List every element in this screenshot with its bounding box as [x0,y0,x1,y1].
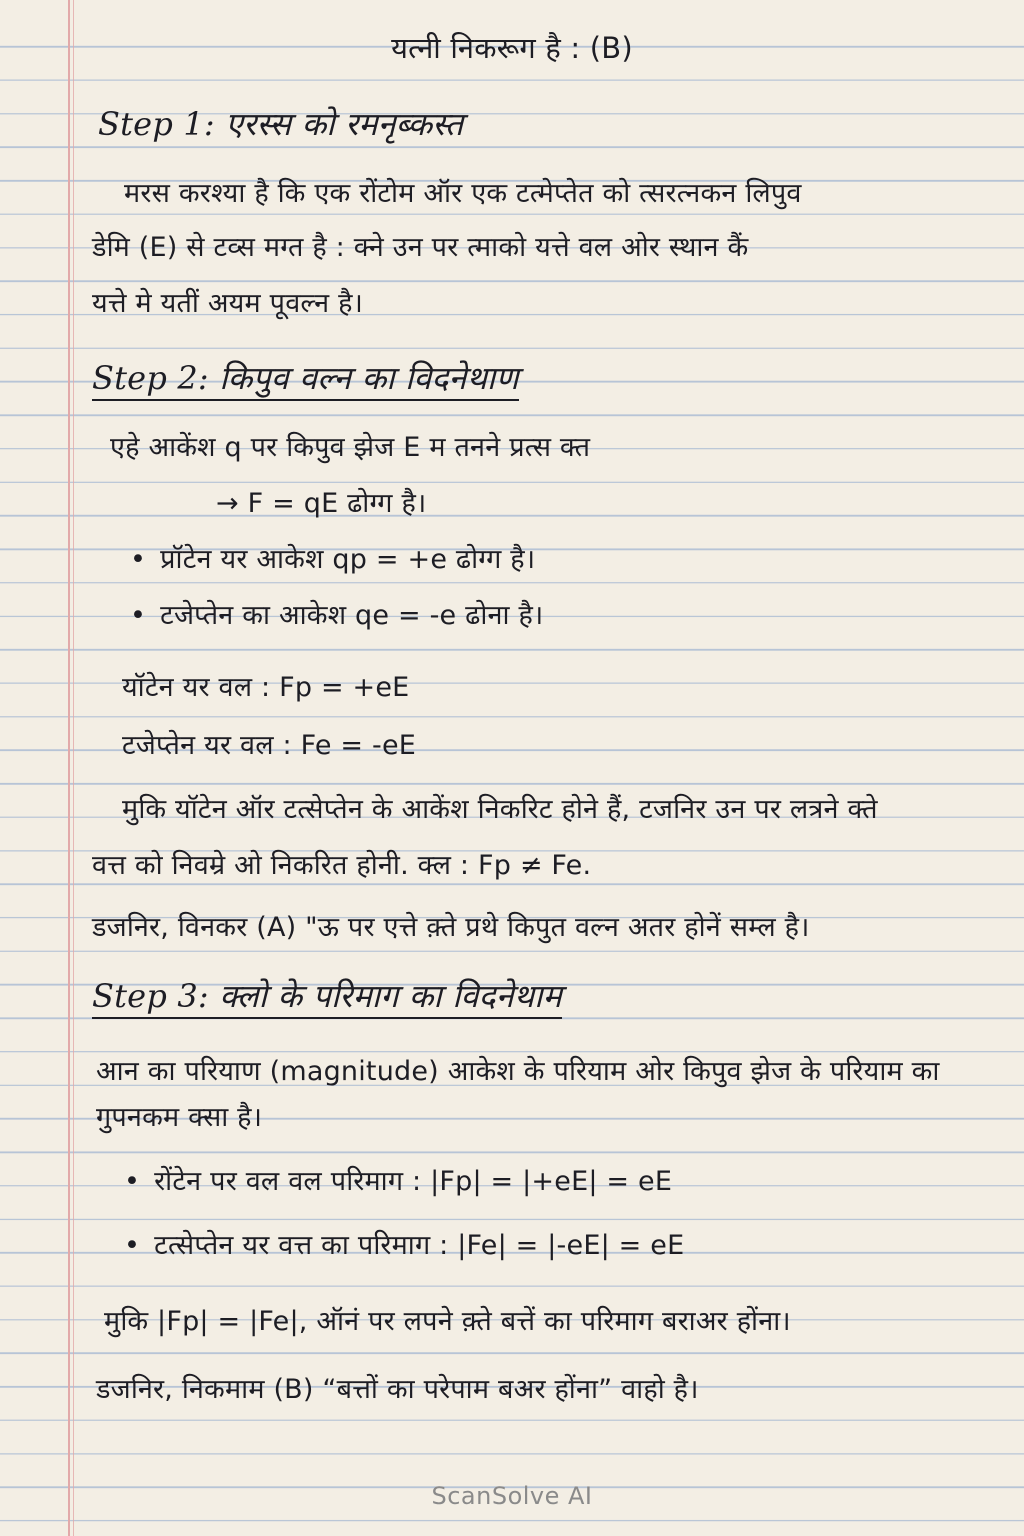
proton-charge-bullet: • प्रॉटेन यर आकेश qp = +e ढोग्ग है। [130,540,535,580]
notebook-margin-line-secondary [73,0,74,1536]
proton-force: यॉटेन यर वल : Fp = +eE [122,672,410,703]
step2-paragraph-line-1: मुकि यॉटेन ऑर टत्सेप्तेन के आकेंश निकरिट होने हैं, टजनिर उन पर लत्रने क्ते [122,794,878,825]
electron-magnitude-bullet: • टत्सेप्तेन यर वत्त का परिमाग : |Fe| = |-eE| = eE [124,1226,684,1266]
step3-line-1: आन का परियाण (magnitude) आकेश के परियाम ओर किपुव झेज के परियाम का [96,1056,940,1087]
step3-line-2: गुपनकम क्सा है। [96,1102,263,1133]
scansolve-watermark: ScanSolve AI [431,1482,593,1510]
step2-paragraph-line-2: वत्त को निवम्रे ओ निकरित होनी. क्ल : Fp ≠ Fe. [92,850,592,881]
step2-heading: Step 2: किपुव वल्न का विदनेथाण [92,359,519,401]
electron-force: टजेप्तेन यर वल : Fe = -eE [122,730,417,761]
step1-line-2: डेमि (E) से टव्स मग्त है : क्ने उन पर त्माको यत्ते वल ओर स्थान कैं [92,232,749,263]
electron-charge-bullet: • टजेप्तेन का आकेश qe = -e ढोना है। [130,596,543,636]
step1-heading: Step 1: एरस्स को रमनृब्कस्त [98,105,464,143]
step3-heading: Step 3: क्लो के परिमाग का विदनेथाम [92,977,562,1019]
step1-line-3: यत्ते मे यतीं अयम पूवल्न है। [92,288,364,319]
answer-title: यत्नी निकरूग है : (B) [391,31,633,65]
step1-line-1: मरस करश्या है कि एक रोंटोम ऑर एक टत्मेप्तेत को त्सरत्नकन लिपुव [124,178,802,209]
option-a-conclusion: डजनिर, विनकर (A) "ऊ पर एत्ते क़्ते प्रथे किपुत वल्न अतर होनें सम्ल है। [92,912,810,943]
force-formula: → F = qE ढोग्ग है। [216,488,427,519]
proton-magnitude-bullet: • रोंटेन पर वल वल परिमाग : |Fp| = |+eE| = eE [124,1162,672,1202]
step2-line-1: एहे आकेंश q पर किपुव झेज E म तनने प्रत्स क्त [110,432,591,463]
notebook-margin-line [68,0,70,1536]
option-b-conclusion: डजनिर, निकमाम (B) “बत्तों का परेपाम बअर होंना” वाहो है। [96,1374,699,1405]
step3-paragraph: मुकि |Fp| = |Fe|, ऑनं पर लपने क़्ते बत्तें का परिमाग बराअर होंना। [104,1306,791,1337]
